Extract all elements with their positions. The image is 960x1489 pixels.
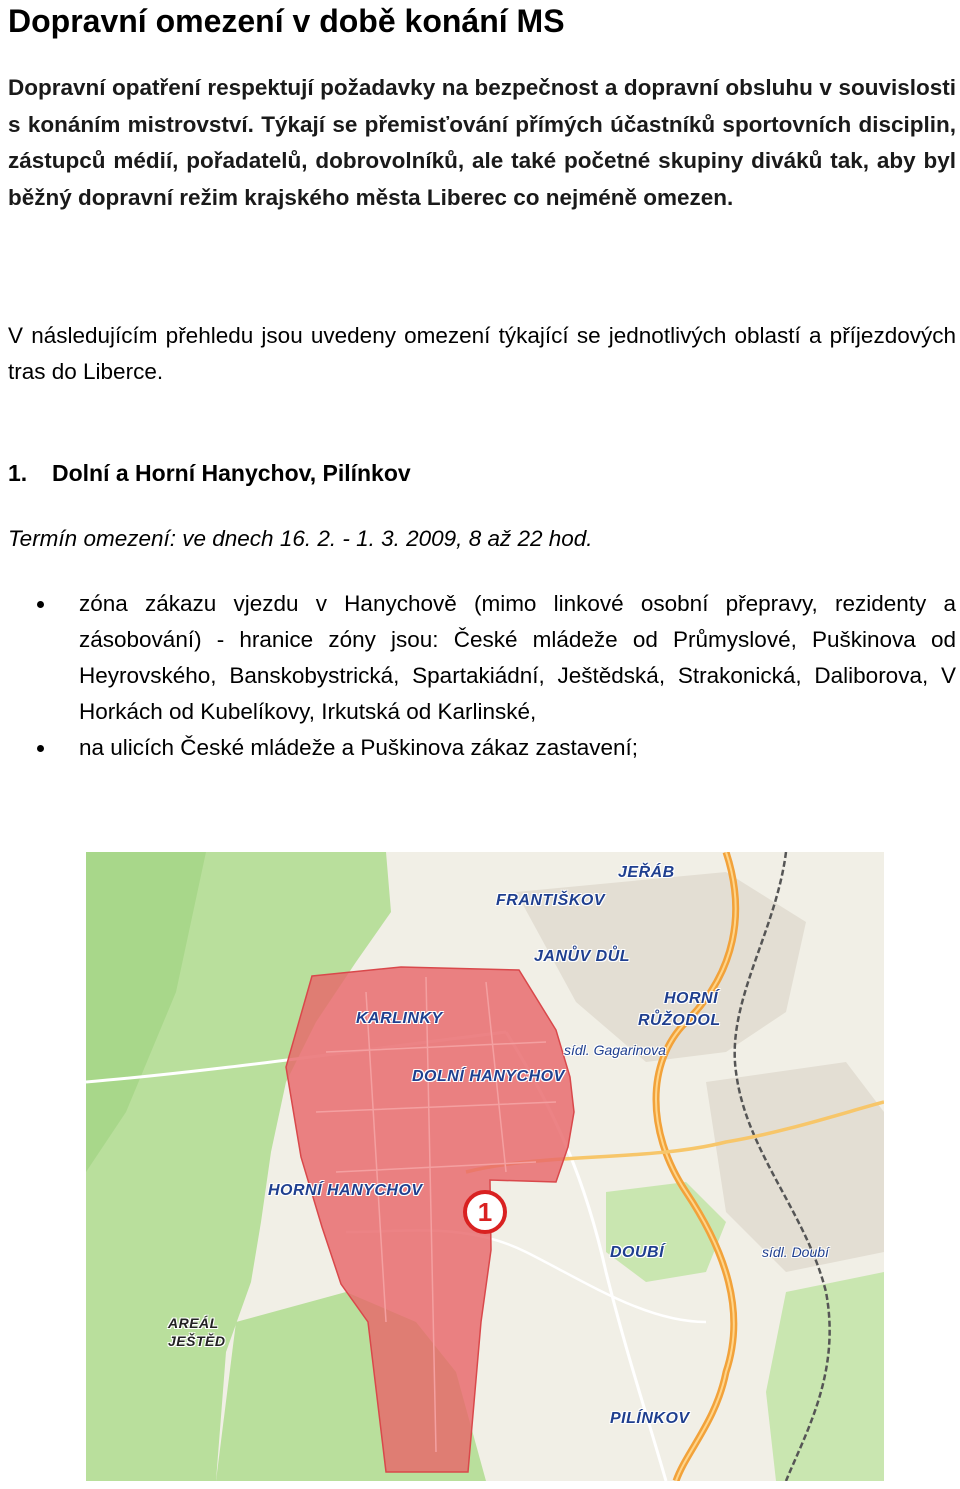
section-title: Dolní a Horní Hanychov, Pilínkov	[52, 460, 411, 486]
map-label-horni-hanychov: HORNÍ HANYCHOV	[268, 1182, 423, 1199]
map-label-pilinkov: PILÍNKOV	[610, 1410, 690, 1427]
restriction-term: Termín omezení: ve dnech 16. 2. - 1. 3. 2009, 8 až 22 hod.	[8, 526, 593, 551]
list-item	[8, 730, 956, 766]
map-label-gagarinova: sídl. Gagarinova	[564, 1042, 666, 1058]
map-label-horni: HORNÍ	[664, 990, 719, 1007]
list-item-text: zóna zákazu vjezdu v Hanychově (mimo linkové osobní přepravy, rezidenty a zásobování) - hranice zóny jsou: České mládeže od Průmyslové, Puškinova od Heyrovského, Banskobystrická, Spartakiádní, Ještědská, Strakonická, Daliborova, V Horkách od Kubelíkovy, Irkutská od Karlinské,	[79, 591, 956, 724]
zone-number-marker: 1	[463, 1190, 507, 1234]
overview-paragraph: V následujícím přehledu jsou uvedeny omezení týkající se jednotlivých oblastí a příjezdových tras do Liberce.	[8, 323, 956, 384]
zone-map	[86, 852, 884, 1481]
bullet-icon	[37, 745, 44, 752]
section-number: 1.	[8, 460, 28, 486]
map-label-doubi: DOUBÍ	[610, 1244, 665, 1261]
map-label-areal	[168, 1314, 225, 1350]
map-label-karlinky: KARLINKY	[356, 1010, 443, 1027]
map-label-frantiskov: FRANTIŠKOV	[496, 892, 605, 909]
map-label-januv-dul: JANŮV DŮL	[534, 948, 631, 965]
map-graphic	[86, 852, 884, 1481]
list-item-text: na ulicích České mládeže a Puškinova zákaz zastavení;	[79, 735, 639, 760]
intro-paragraph: Dopravní opatření respektují požadavky na bezpečnost a dopravní obsluhu v souvislosti s konáním mistrovství. Týkají se přemisťování přímých účastníků sportovních disciplin, zástupců médií, pořadatelů, dobrovolníků, ale také početné skupiny diváků tak, aby byl běžný dopravní režim krajského města Liberec co nejméně omezen.	[8, 75, 956, 210]
map-label-ruzodol: RŮŽODOL	[638, 1012, 721, 1029]
section-heading	[8, 456, 411, 490]
page-title: Dopravní omezení v době konání MS	[8, 3, 565, 39]
map-label-jerab: JEŘÁB	[618, 864, 675, 881]
map-label-dolni-hanychov: DOLNÍ HANYCHOV	[412, 1068, 565, 1085]
map-label-sidl-doubi: sídl. Doubí	[762, 1244, 829, 1260]
map-label-areal-line2: JEŠTĚD	[168, 1333, 226, 1349]
restriction-list	[8, 586, 956, 766]
map-label-areal-line1: AREÁL	[168, 1315, 219, 1331]
list-item	[8, 586, 956, 730]
bullet-icon	[37, 601, 44, 608]
